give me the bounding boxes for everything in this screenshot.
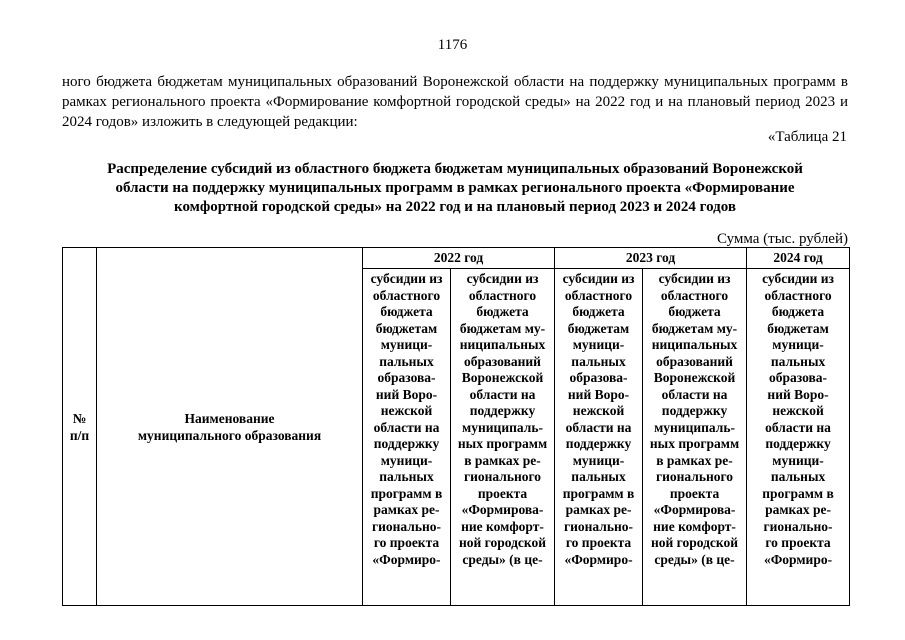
subheader-text: субсидии из областного бюджета бюджетам муници- пальных образова- ний Воро- нежской области на поддержку муници- пальных программ в рамках ре- гионально- го проекта «Формиро- bbox=[562, 271, 635, 567]
subheader-cell bbox=[643, 269, 747, 606]
subheader-text: субсидии из областного бюджета бюджетам му- ниципальных образований Воронежской области на поддержку муниципаль- ных программ в рамках ре- гионального проекта «Формирова- ние комфорт- ной городской среды» (в це- bbox=[649, 271, 740, 567]
column-header-municipality-label: Наименование муниципального образования bbox=[137, 410, 322, 443]
subheader-cell bbox=[747, 269, 850, 606]
units-label: Сумма (тыс. рублей) bbox=[716, 231, 848, 247]
table-reference: «Таблица 21 bbox=[767, 129, 847, 145]
intro-paragraph: ного бюджета бюджетам муниципальных образований Воронежской области на поддержку муниципальных программ в рамках регионального проекта «Формирование комфортной городской среды» на 2022 год и на плановый период 2023 и 2024 годов» изложить в следующей редакции: bbox=[62, 74, 848, 130]
column-header-number-label: № п/п bbox=[69, 410, 90, 443]
subheader-cell bbox=[363, 269, 451, 606]
subheader-cell bbox=[555, 269, 643, 606]
year-header-2024: 2024 год bbox=[747, 248, 850, 269]
year-header-row bbox=[63, 248, 850, 269]
year-header-2022: 2022 год bbox=[363, 248, 555, 269]
column-header-municipality bbox=[97, 248, 363, 606]
subheader-text: субсидии из областного бюджета бюджетам муници- пальных образова- ний Воро- нежской области на поддержку муници- пальных программ в рамках ре- гионально- го проекта «Формиро- bbox=[762, 271, 834, 567]
column-header-number bbox=[63, 248, 97, 606]
page-number: 1176 bbox=[437, 37, 468, 53]
subheader-text: субсидии из областного бюджета бюджетам му- ниципальных образований Воронежской области на поддержку муниципаль- ных программ в рамках ре- гионального проекта «Формирова- ние комфорт- ной городской среды» (в це- bbox=[457, 271, 548, 567]
table-title: Распределение субсидий из областного бюджета бюджетам муниципальных образований Воронежской области на поддержку муниципальных программ в рамках регионального проекта «Формирование комфортной городской среды» на 2022 год и на плановый период 2023 и 2024 годов bbox=[107, 161, 803, 215]
subheader-text: субсидии из областного бюджета бюджетам муници- пальных образова- ний Воро- нежской области на поддержку муници- пальных программ в рамках ре- гионально- го проекта «Формиро- bbox=[370, 271, 443, 567]
subheader-cell bbox=[451, 269, 555, 606]
year-header-2023: 2023 год bbox=[555, 248, 747, 269]
subsidy-table bbox=[62, 247, 850, 606]
